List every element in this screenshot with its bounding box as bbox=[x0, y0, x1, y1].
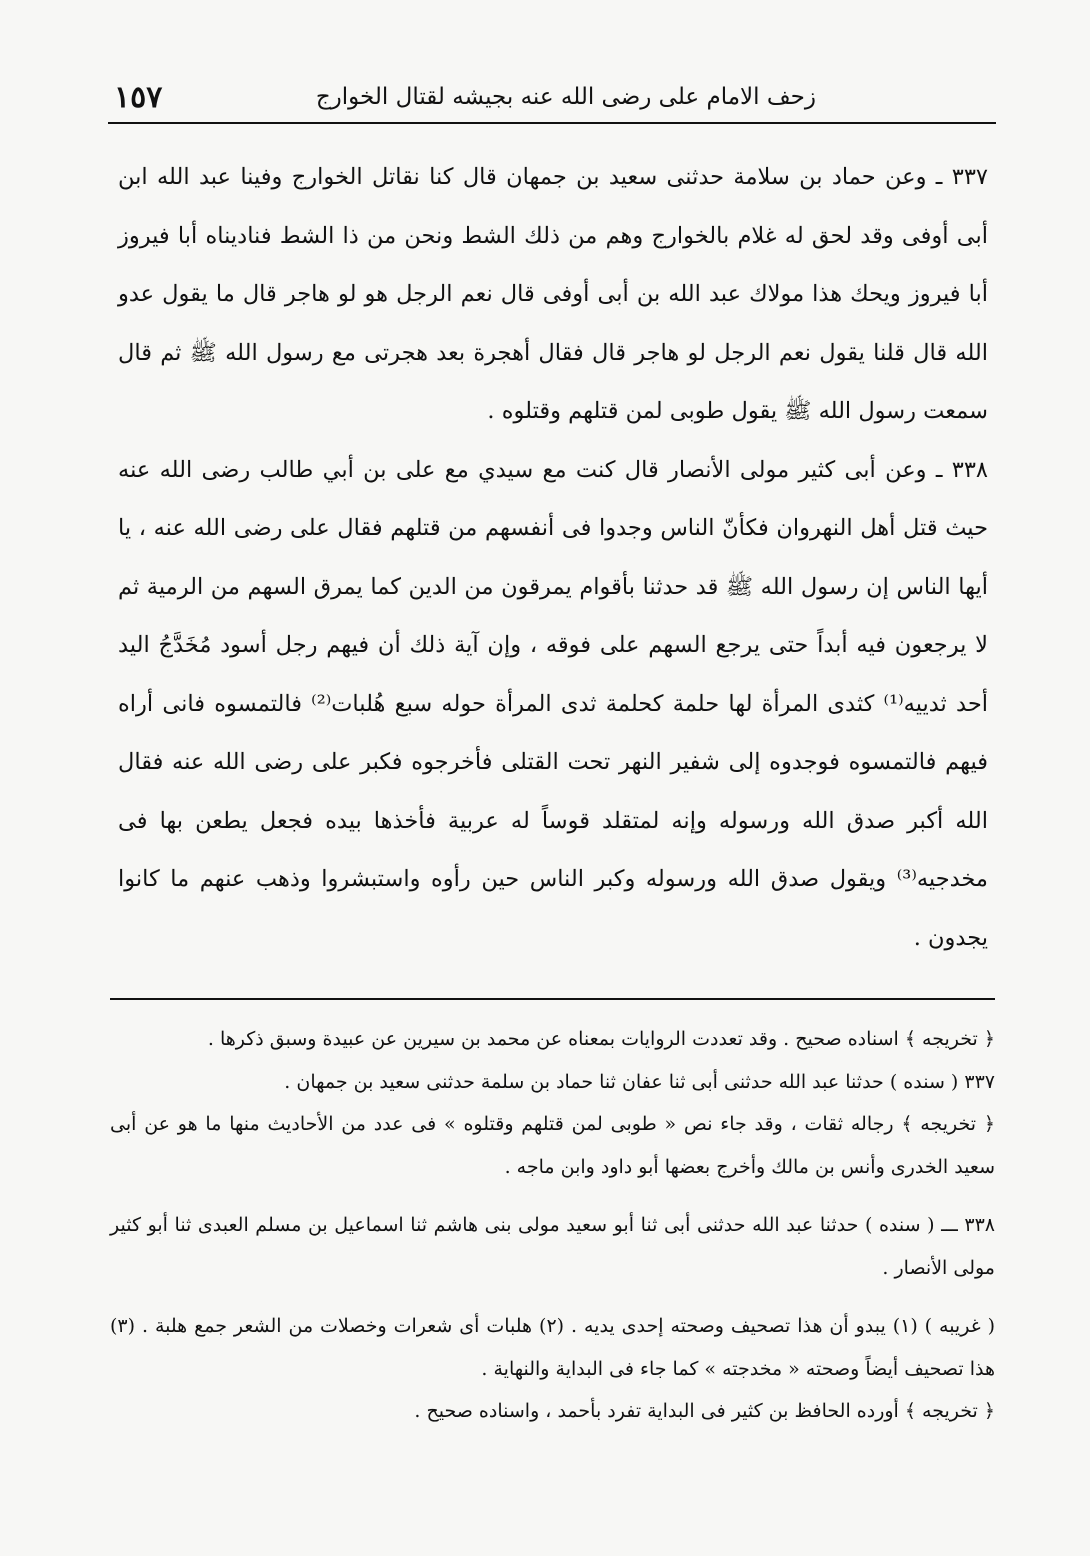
footnote-takhrij-337: ﴿ تخريجه ﴾ رجاله ثقات ، وقد جاء نص « طوبى لمن قتلهم وقتلوه » فى عدد من الأحاديث منها ما هو عن أبى سعيد الخدرى وأنس بن مالك وأخرج بعضها أبو داود وابن ماجه . bbox=[110, 1113, 995, 1178]
footnote-takhrij-336: ﴿ تخريجه ﴾ اسناده صحيح . وقد تعددت الروايات بمعناه عن محمد بن سيرين عن عبيدة وسبق ذكرها . bbox=[207, 1028, 995, 1050]
main-text bbox=[118, 148, 988, 967]
hadith-paragraph-338: ٣٣٨ ـ وعن أبى كثير مولى الأنصار قال كنت مع سيدي مع على بن أبي طالب رضى الله عنه حيث قتل أهل النهروان فكأنّ الناس وجدوا فى أنفسهم من قتلهم فقال على رضى الله عنه ، يا أيها الناس إن رسول الله ﷺ قد حدثنا بأقوام يمرقون من الدين كما يمرق السهم من الرمية ثم لا يرجعون فيه أبداً حتى يرجع السهم على فوقه ، وإن آية ذلك أن فيهم رجل أسود مُخَدَّجُ اليد أحد ثدييه⁽¹⁾ كثدى المرأة لها حلمة كحلمة ثدى المرأة حوله سبع هُلبات⁽²⁾ فالتمسوه فانى أراه فيهم فالتمسوه فوجدوه إلى شفير النهر تحت القتلى فأخرجوه فكبر على رضى الله عنه فقال الله أكبر صدق الله ورسوله وإنه لمتقلد قوساً له عربية فأخذها بيده فجعل يطعن بها فى مخدجيه⁽³⁾ ويقول صدق الله ورسوله وكبر الناس حين رأوه واستبشروا وذهب عنهم ما كانوا يجدون . bbox=[118, 456, 989, 951]
hadith-paragraph-337: ٣٣٧ ـ وعن حماد بن سلامة حدثنى سعيد بن جمهان قال كنا نقاتل الخوارج وفينا عبد الله ابن أبى أوفى وقد لحق له غلام بالخوارج وهم من ذلك الشط ونحن من ذا الشط فناديناه أبا فيروز أبا فيروز ويحك هذا مولاك عبد الله بن أبى أوفى قال نعم الرجل هو لو هاجر قال ما يقول عدو الله قال قلنا يقول نعم الرجل لو هاجر قال فقال أهجرة بعد هجرتى مع رسول الله ﷺ ثم قال سمعت رسول الله ﷺ يقول طوبى لمن قتلهم وقتلوه . bbox=[118, 164, 988, 424]
footnote-sanad-337: ٣٣٧ ( سنده ) حدثنا عبد الله حدثنى أبى ثنا عفان ثنا حماد بن سلمة حدثنى سعيد بن جمهان . bbox=[284, 1070, 995, 1093]
footnote-sanad-338: ٣٣٨ ـــ ( سنده ) حدثنا عبد الله حدثنى أبى ثنا أبو سعيد مولى بنى هاشم ثنا اسماعيل بن مسلم العبدى ثنا أبو كثير مولى الأنصار . bbox=[110, 1214, 995, 1279]
footnote-gharib-338: ( غريبه ) (١) يبدو أن هذا تصحيف وصحته إحدى يديه . (٢) هلبات أى شعرات وخصلات من الشعر جمع هلبة . (٣) هذا تصحيف أيضاً وصحته « مخدجته » كما جاء فى البداية والنهاية . bbox=[110, 1315, 995, 1380]
footnote-separator bbox=[110, 998, 995, 1000]
page-header bbox=[108, 78, 996, 124]
footnote-takhrij-338: ﴿ تخريجه ﴾ أورده الحافظ بن كثير فى البداية تفرد بأحمد ، واسناده صحيح . bbox=[414, 1400, 995, 1422]
running-title: زحف الامام على رضى الله عنه بجيشه لقتال الخوارج bbox=[315, 84, 816, 110]
footnotes bbox=[110, 1018, 995, 1433]
page-number: ١٥٧ bbox=[114, 80, 163, 115]
